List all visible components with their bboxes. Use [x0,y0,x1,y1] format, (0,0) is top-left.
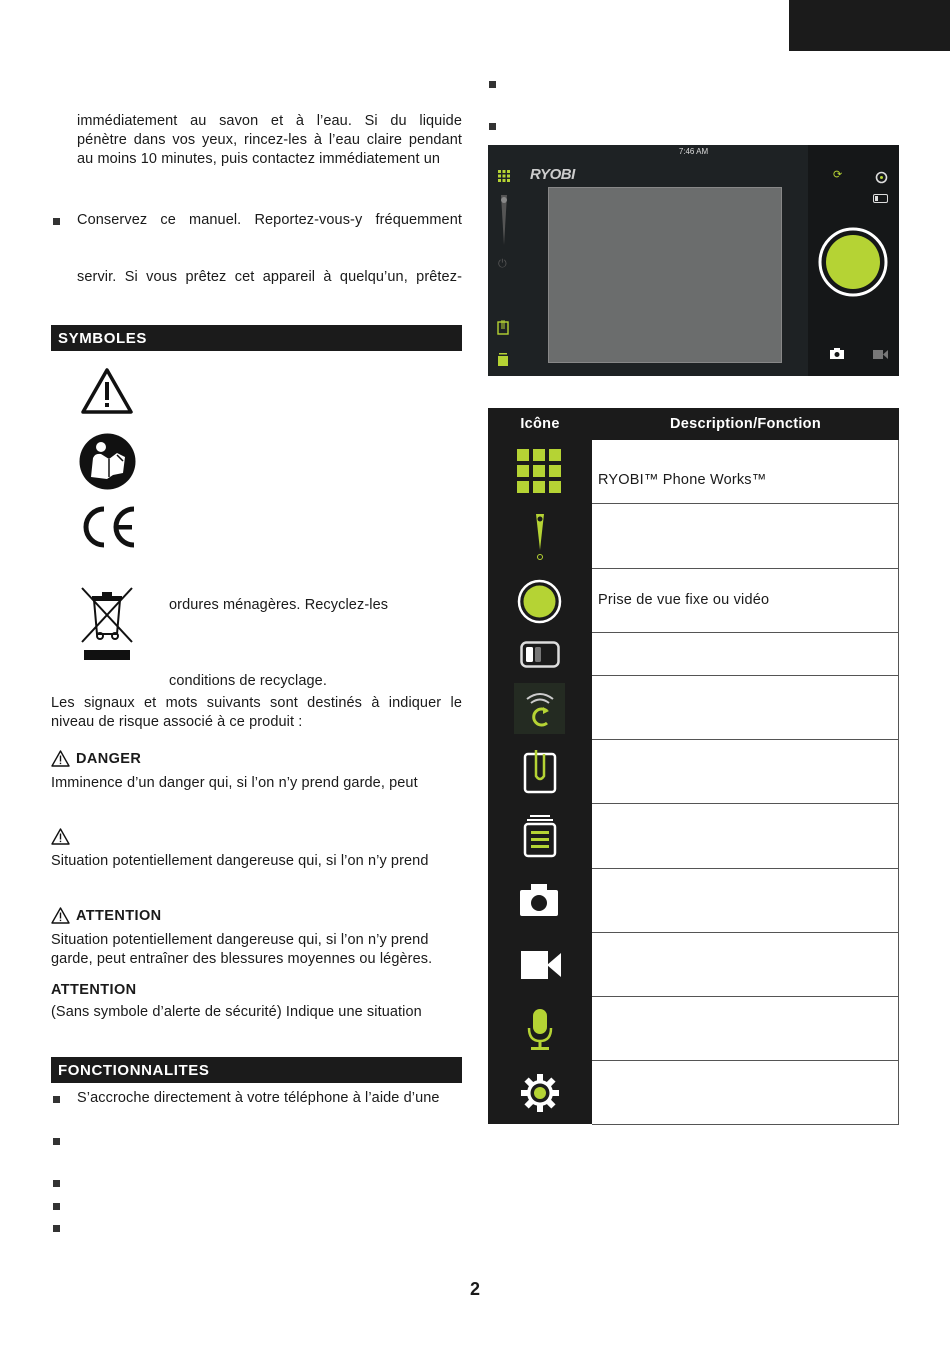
paragraph-line: immédiatement au savon et à l’eau. Si du liquide [77,113,462,129]
signals-intro: niveau de risque associé à ce produit : [51,714,303,730]
danger-text: Imminence d’un danger qui, si l’on n’y prend garde, peut [51,775,418,791]
grid-icon [517,449,562,494]
bullet [53,218,60,225]
attention-text: Situation potentiellement dangereuse qui, si l’on n’y prend [51,932,429,948]
paragraph-line: au moins 10 minutes, puis contactez immédiatement un [77,151,441,167]
video-icon [521,951,561,979]
warning-text: Situation potentiellement dangereuse qui, si l’on n’y prend [51,853,429,869]
page-tab [789,0,950,51]
bullet [53,1180,60,1187]
attention-text: garde, peut entraîner des blessures moyennes ou légères. [51,951,433,967]
bullet [53,1138,60,1145]
col-header-description: Description/Fonction [670,416,821,432]
warning-triangle-icon [51,750,70,767]
light-slider-icon[interactable] [499,193,509,248]
weee-bin-icon [80,586,134,662]
video-icon[interactable] [873,350,888,359]
paragraph-line: Conservez ce manuel. Reportez-vous-y fréquemment [77,212,462,228]
table-row [592,504,899,569]
table-row [592,740,899,804]
bullet [53,1203,60,1210]
attention-label: ATTENTION [76,908,162,924]
table-row [592,440,899,504]
grid-icon[interactable] [498,170,510,182]
app-screenshot [488,145,899,376]
attention-label-nosymbol: ATTENTION [51,982,137,998]
section-title-fonctionnalites: FONCTIONNALITES [51,1057,462,1083]
bullet [53,1225,60,1232]
shutter-button[interactable] [818,227,888,297]
page-number: 2 [469,1279,480,1299]
table-row [592,633,899,676]
brand-logo: RYOBI [530,166,575,183]
wifi-rotate-icon [521,687,559,729]
camera-preview [548,187,782,363]
table-row [592,676,899,740]
paragraph-line: pénètre dans vos yeux, rincez-les à l’eau claire pendant [77,132,462,148]
table-header [488,408,899,440]
clip-icon[interactable] [497,319,509,335]
bullet [489,81,496,88]
bullet [489,123,496,130]
warning-triangle-icon [51,907,70,924]
bullet [53,1096,60,1103]
status-time: 7:46 AM [678,147,709,156]
safety-alert-icon [80,367,134,415]
table-row [592,933,899,997]
shutter-icon [517,579,562,624]
section-title-symboles: SYMBOLES [51,325,462,351]
row-description: Prise de vue fixe ou vidéo [598,592,770,608]
light-slider-icon [533,512,547,562]
row-description: RYOBI™ Phone Works™ [598,472,767,488]
battery-icon [873,194,888,203]
weee-text: ordures ménagères. Recyclez-les [169,597,389,613]
battery-icon [520,641,560,668]
camera-icon[interactable] [830,348,844,359]
table-row [592,569,899,633]
gallery-icon[interactable] [497,351,509,367]
gear-icon [520,1073,560,1113]
microphone-icon [527,1008,553,1052]
signals-intro: Les signaux et mots suivants sont destinés à indiquer le [51,695,462,711]
feature-item: S’accroche directement à votre téléphone à l’aide d’une [77,1090,440,1106]
col-header-icon: Icône [520,416,560,432]
control-panel [808,145,899,376]
table-row [592,804,899,869]
ce-mark-icon [78,506,138,548]
gear-icon[interactable] [875,171,888,184]
wifi-rotate-icon[interactable]: ⟳ [833,169,843,181]
gallery-icon [523,814,557,858]
weee-text: conditions de recyclage. [169,673,327,689]
camera-icon [520,884,558,916]
power-icon[interactable]: ⏻ [498,258,507,270]
paragraph-line: servir. Si vous prêtez cet appareil à quelqu’un, prêtez- [77,269,462,285]
table-row [592,997,899,1061]
read-manual-icon [79,433,136,490]
table-row [592,1061,899,1125]
clip-icon [523,748,557,794]
warning-triangle-icon [51,828,70,845]
attention-text: (Sans symbole d’alerte de sécurité) Indique une situation [51,1004,422,1020]
table-row [592,869,899,933]
danger-label: DANGER [76,751,142,767]
